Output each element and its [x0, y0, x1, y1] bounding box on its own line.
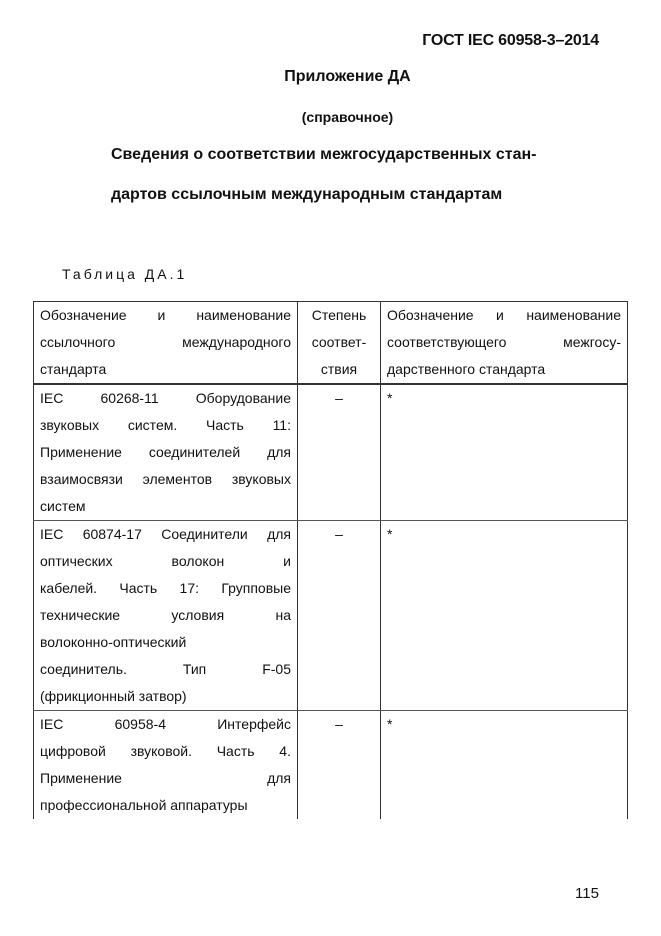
column-header-reference: [34, 302, 298, 385]
header-line: Обозначение и наименование: [387, 307, 621, 323]
header-line: Степень: [311, 307, 367, 323]
header-line: дарственного стандарта: [387, 361, 546, 377]
header-line: стандарта: [40, 361, 107, 377]
standards-table: [33, 301, 628, 819]
degree-cell: –: [298, 521, 381, 711]
cell-line: профессиональной аппаратуры: [40, 797, 248, 813]
appendix-heading-line-1: Сведения о соответствии межгосударственных стан-: [111, 146, 537, 163]
cell-line: систем: [40, 498, 86, 514]
reference-cell: [34, 521, 298, 711]
cell-line: оптических волокон и: [40, 553, 291, 569]
cell-line: волоконно-оптический: [40, 634, 187, 650]
appendix-note: (справочное): [301, 109, 394, 125]
table-caption: Таблица ДА.1: [62, 266, 188, 282]
column-header-degree: [298, 302, 381, 385]
column-header-interstate: [381, 302, 628, 385]
header-line: соответ-: [311, 334, 367, 350]
cell-line: IEC 60958-4 Интерфейс: [40, 716, 291, 732]
cell-line: звуковых систем. Часть 11:: [40, 417, 291, 433]
header-line: ствия: [320, 361, 358, 377]
cell-line: кабелей. Часть 17: Групповые: [40, 580, 291, 596]
standard-code: ГОСТ IEC 60958-3–2014: [422, 32, 599, 49]
header-line: соответствующего межгосу-: [387, 334, 621, 350]
reference-cell: [34, 384, 298, 521]
cell-line: цифровой звуковой. Часть 4.: [40, 743, 291, 759]
page-number: 115: [575, 885, 599, 902]
interstate-cell: *: [381, 711, 628, 820]
degree-cell: –: [298, 711, 381, 820]
degree-cell: –: [298, 384, 381, 521]
cell-line: (фрикционный затвор): [40, 688, 187, 704]
cell-line: Применение соединителей для: [40, 444, 291, 460]
table-header-row: [34, 302, 628, 385]
cell-line: IEC 60268-11 Оборудование: [40, 390, 291, 406]
header-line: ссылочного международного: [40, 334, 291, 350]
cell-line: технические условия на: [40, 607, 291, 623]
header-line: Обозначение и наименование: [40, 307, 291, 323]
table-row: [34, 384, 628, 521]
cell-line: IEC 60874-17 Соединители для: [40, 526, 291, 542]
cell-line: Применение для: [40, 770, 291, 786]
cell-line: взаимосвязи элементов звуковых: [40, 471, 291, 487]
reference-cell: [34, 711, 298, 820]
interstate-cell: *: [381, 384, 628, 521]
interstate-cell: *: [381, 521, 628, 711]
table-row: [34, 521, 628, 711]
table-row: [34, 711, 628, 820]
appendix-heading-line-2: дартов ссылочным международным стандартам: [111, 186, 503, 203]
appendix-title: Приложение ДА: [284, 68, 411, 85]
cell-line: соединитель. Тип F-05: [40, 661, 291, 677]
